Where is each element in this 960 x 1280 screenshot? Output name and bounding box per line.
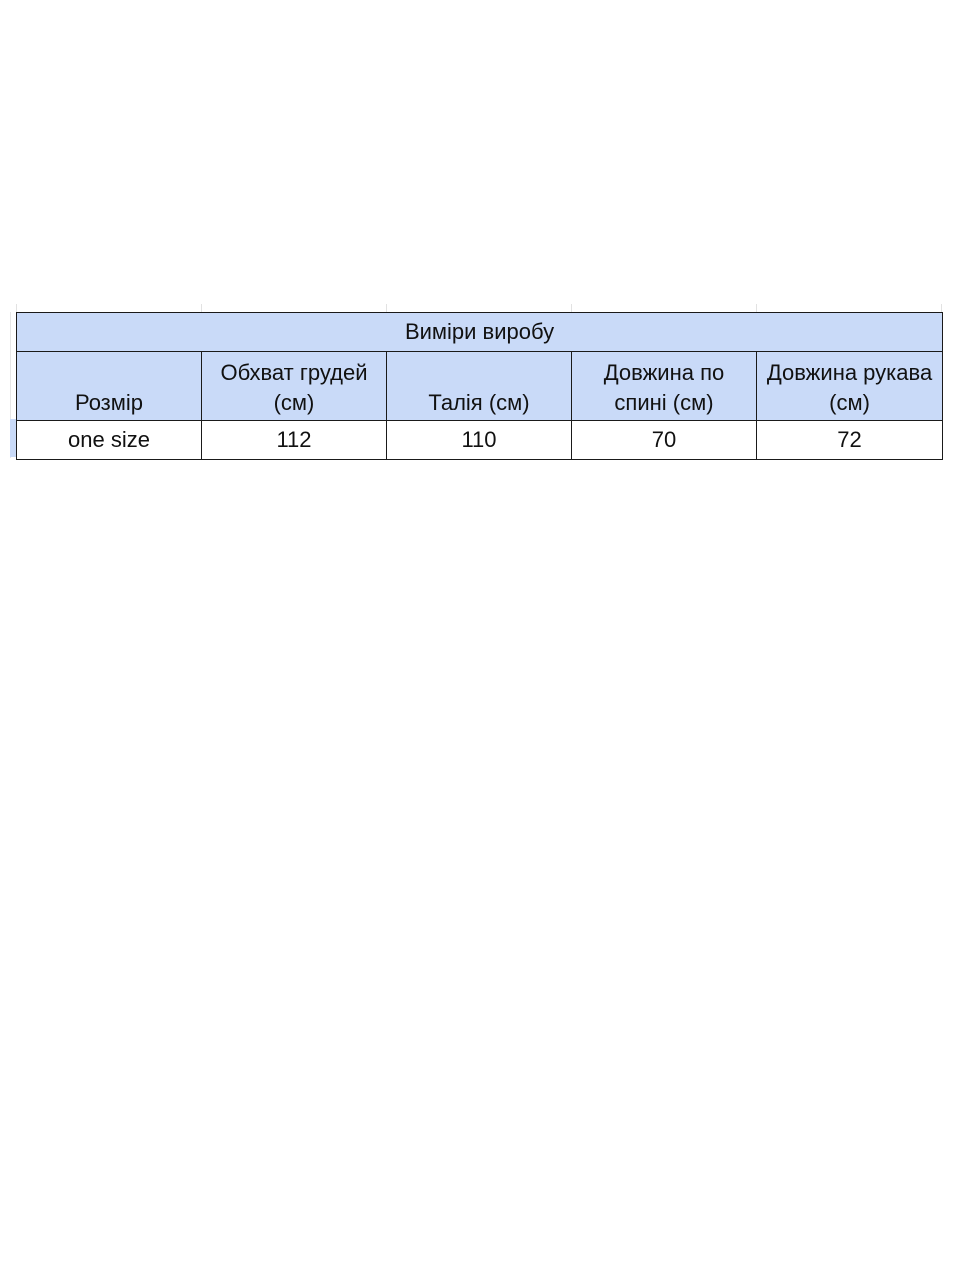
- header-chest[interactable]: Обхват грудей (см): [202, 352, 387, 421]
- cell-sleeve-length[interactable]: 72: [757, 421, 943, 460]
- header-back-length[interactable]: Довжина по спині (см): [572, 352, 757, 421]
- header-sleeve-length[interactable]: Довжина рукава (см): [757, 352, 943, 421]
- table-header-row: [17, 352, 943, 421]
- cell-waist[interactable]: 110: [387, 421, 572, 460]
- table-row: [17, 421, 943, 460]
- grid-tick: [571, 304, 572, 312]
- grid-tick: [756, 304, 757, 312]
- cell-back-length[interactable]: 70: [572, 421, 757, 460]
- size-chart-fragment: [10, 304, 946, 462]
- table-title[interactable]: Виміри виробу: [17, 313, 943, 352]
- table-title-row: [17, 313, 943, 352]
- grid-tick: [16, 304, 17, 312]
- faint-gridlines: [10, 304, 946, 312]
- grid-tick: [941, 304, 942, 312]
- measurements-table: [16, 312, 943, 460]
- cell-size[interactable]: one size: [17, 421, 202, 460]
- grid-tick: [386, 304, 387, 312]
- header-size[interactable]: Розмір: [17, 352, 202, 421]
- header-waist[interactable]: Талія (см): [387, 352, 572, 421]
- cell-chest[interactable]: 112: [202, 421, 387, 460]
- grid-tick: [201, 304, 202, 312]
